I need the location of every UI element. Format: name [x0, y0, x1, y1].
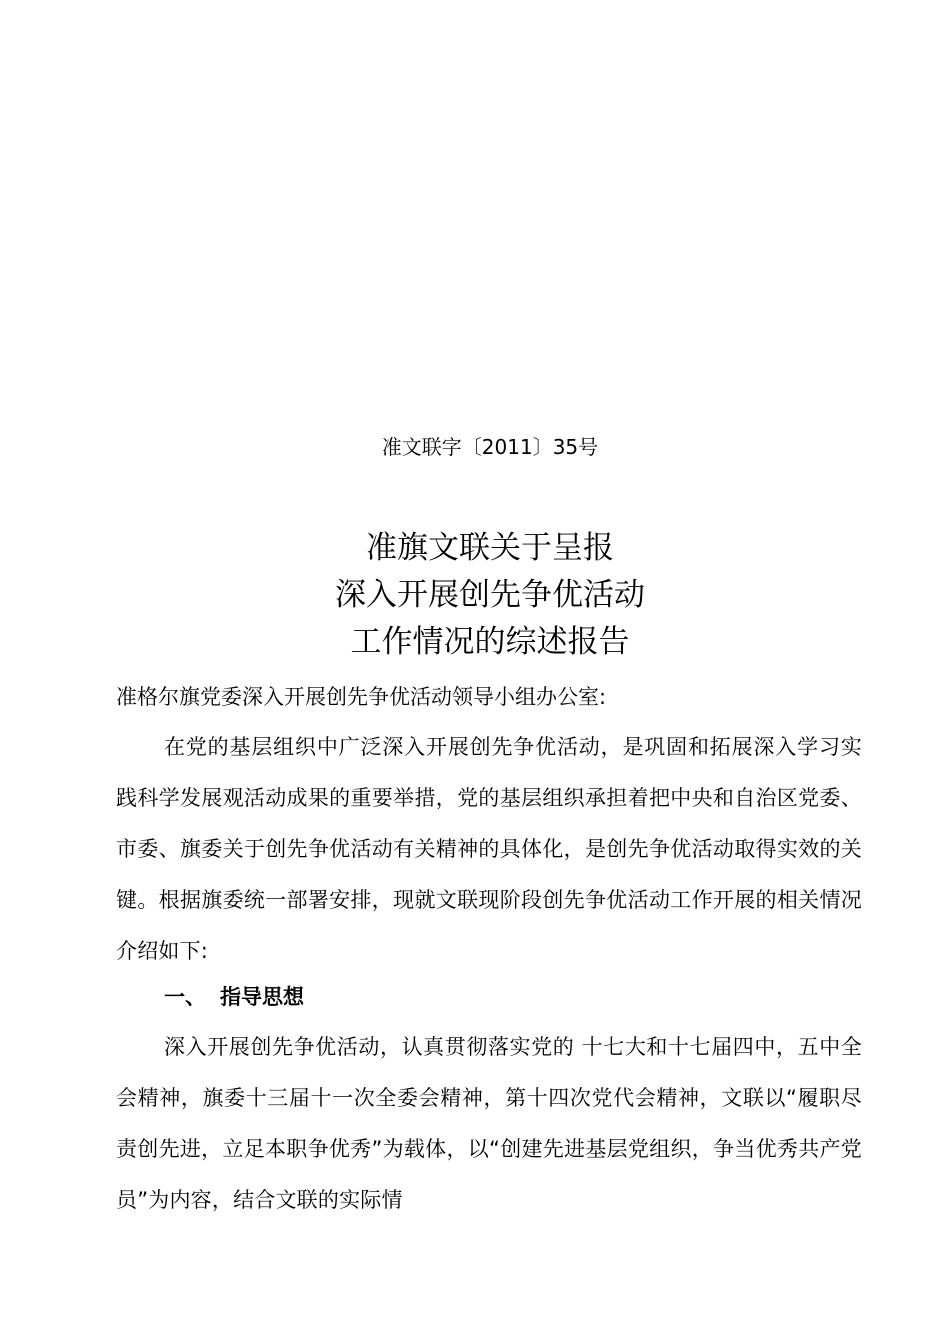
section-number: 一、 [164, 985, 206, 1009]
paragraph-intro: 在党的基层组织中广泛深入开展创先争优活动，是巩固和拓展深入学习实践科学发展观活动成果的重要举措，党的基层组织承担着把中央和自治区党委、市委、旗委关于创先争优活动有关精神的具体化，是创先争优活动取得实效的关键。根据旗委统一部署安排，现就文联现阶段创先争优活动工作开展的相关情况介绍如下: [116, 735, 862, 963]
section-title: 指导思想 [220, 985, 304, 1009]
title-line-2: 深入开展创先争优活动 [335, 577, 645, 613]
title-line-1: 准旗文联关于呈报 [366, 530, 614, 566]
document-title [0, 525, 950, 666]
paragraph-guiding-ideology: 深入开展创先争优活动，认真贯彻落实党的 十七大和十七届四中，五中全会精神，旗委十三届十一次全委会精神，第十四次党代会精神，文联以“履职尽责创先进，立足本职争优秀”为载体，以“创建先进基层党组织，争当优秀共产党员”为内容，结合文联的实际情 [116, 1035, 862, 1212]
title-line-3: 工作情况的综述报告 [350, 624, 630, 660]
section-heading-guiding-ideology [164, 980, 304, 1014]
document-number: 准文联字〔2011〕35号 [381, 435, 599, 459]
addressee: 准格尔旗党委深入开展创先争优活动领导小组办公室: [116, 685, 607, 709]
